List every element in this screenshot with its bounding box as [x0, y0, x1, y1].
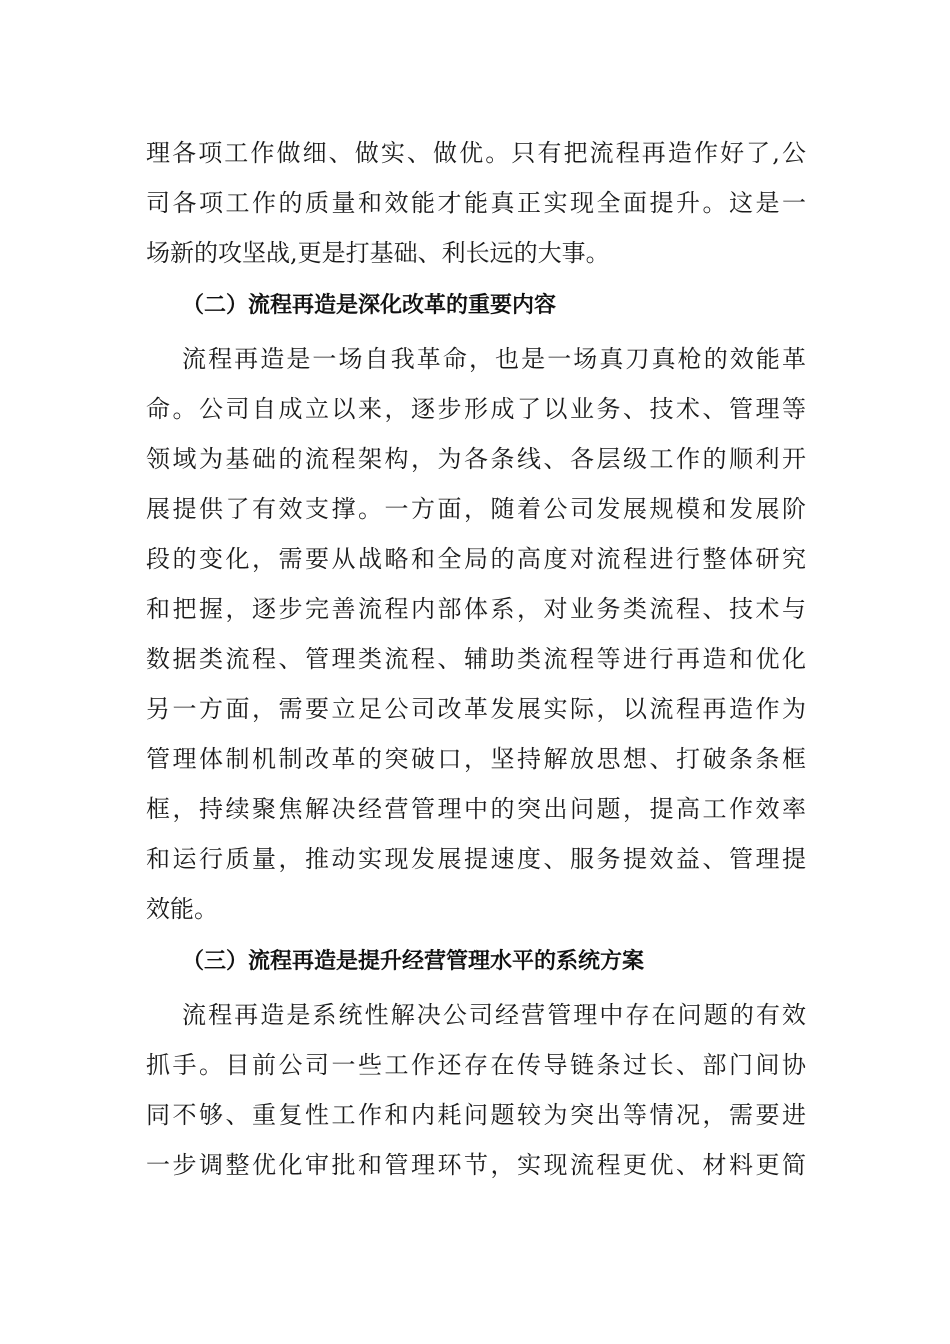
paragraph-3 [146, 990, 806, 1190]
paragraph-line: 流程再造是一场自我革命，也是一场真刀真枪的效能革 [182, 345, 806, 373]
paragraph-line: 场新的攻坚战,更是打基础、利长远的大事。 [146, 239, 610, 267]
paragraph-line: 管理体制机制改革的突破口，坚持解放思想、打破条条框 [146, 745, 806, 773]
paragraph-line: 段的变化，需要从战略和全局的高度对流程进行整体研究 [146, 545, 806, 573]
paragraph-2 [146, 334, 806, 934]
paragraph-line: 展提供了有效支撑。一方面，随着公司发展规模和发展阶 [146, 495, 806, 523]
paragraph-line: 和把握，逐步完善流程内部体系，对业务类流程、技术与 [146, 595, 806, 623]
paragraph-line: 一步调整优化审批和管理环节，实现流程更优、材料更简 [146, 1151, 806, 1179]
paragraph-line: 数据类流程、管理类流程、辅助类流程等进行再造和优化 [146, 645, 806, 673]
paragraph-line: 抓手。目前公司一些工作还存在传导链条过长、部门间协 [146, 1051, 806, 1079]
section-heading-3: （三）流程再造是提升经营管理水平的系统方案 [182, 949, 645, 974]
paragraph-line: 效能。 [146, 895, 218, 923]
paragraph-line: 命。公司自成立以来，逐步形成了以业务、技术、管理等 [146, 395, 806, 423]
section-heading-2: （二）流程再造是深化改革的重要内容 [182, 293, 557, 318]
document-body [146, 128, 806, 1190]
paragraph-1 [146, 128, 806, 278]
paragraph-line: 理各项工作做细、做实、做优。只有把流程再造作好了,公 [146, 139, 806, 167]
paragraph-line: 另一方面，需要立足公司改革发展实际，以流程再造作为 [146, 695, 806, 723]
paragraph-line: 流程再造是系统性解决公司经营管理中存在问题的有效 [182, 1001, 806, 1029]
paragraph-line: 和运行质量，推动实现发展提速度、服务提效益、管理提 [146, 845, 806, 873]
paragraph-line: 同不够、重复性工作和内耗问题较为突出等情况，需要进 [146, 1101, 806, 1129]
paragraph-line: 领域为基础的流程架构，为各条线、各层级工作的顺利开 [146, 445, 806, 473]
paragraph-line: 框，持续聚焦解决经营管理中的突出问题，提高工作效率 [146, 795, 806, 823]
paragraph-line: 司各项工作的质量和效能才能真正实现全面提升。这是一 [146, 189, 806, 217]
